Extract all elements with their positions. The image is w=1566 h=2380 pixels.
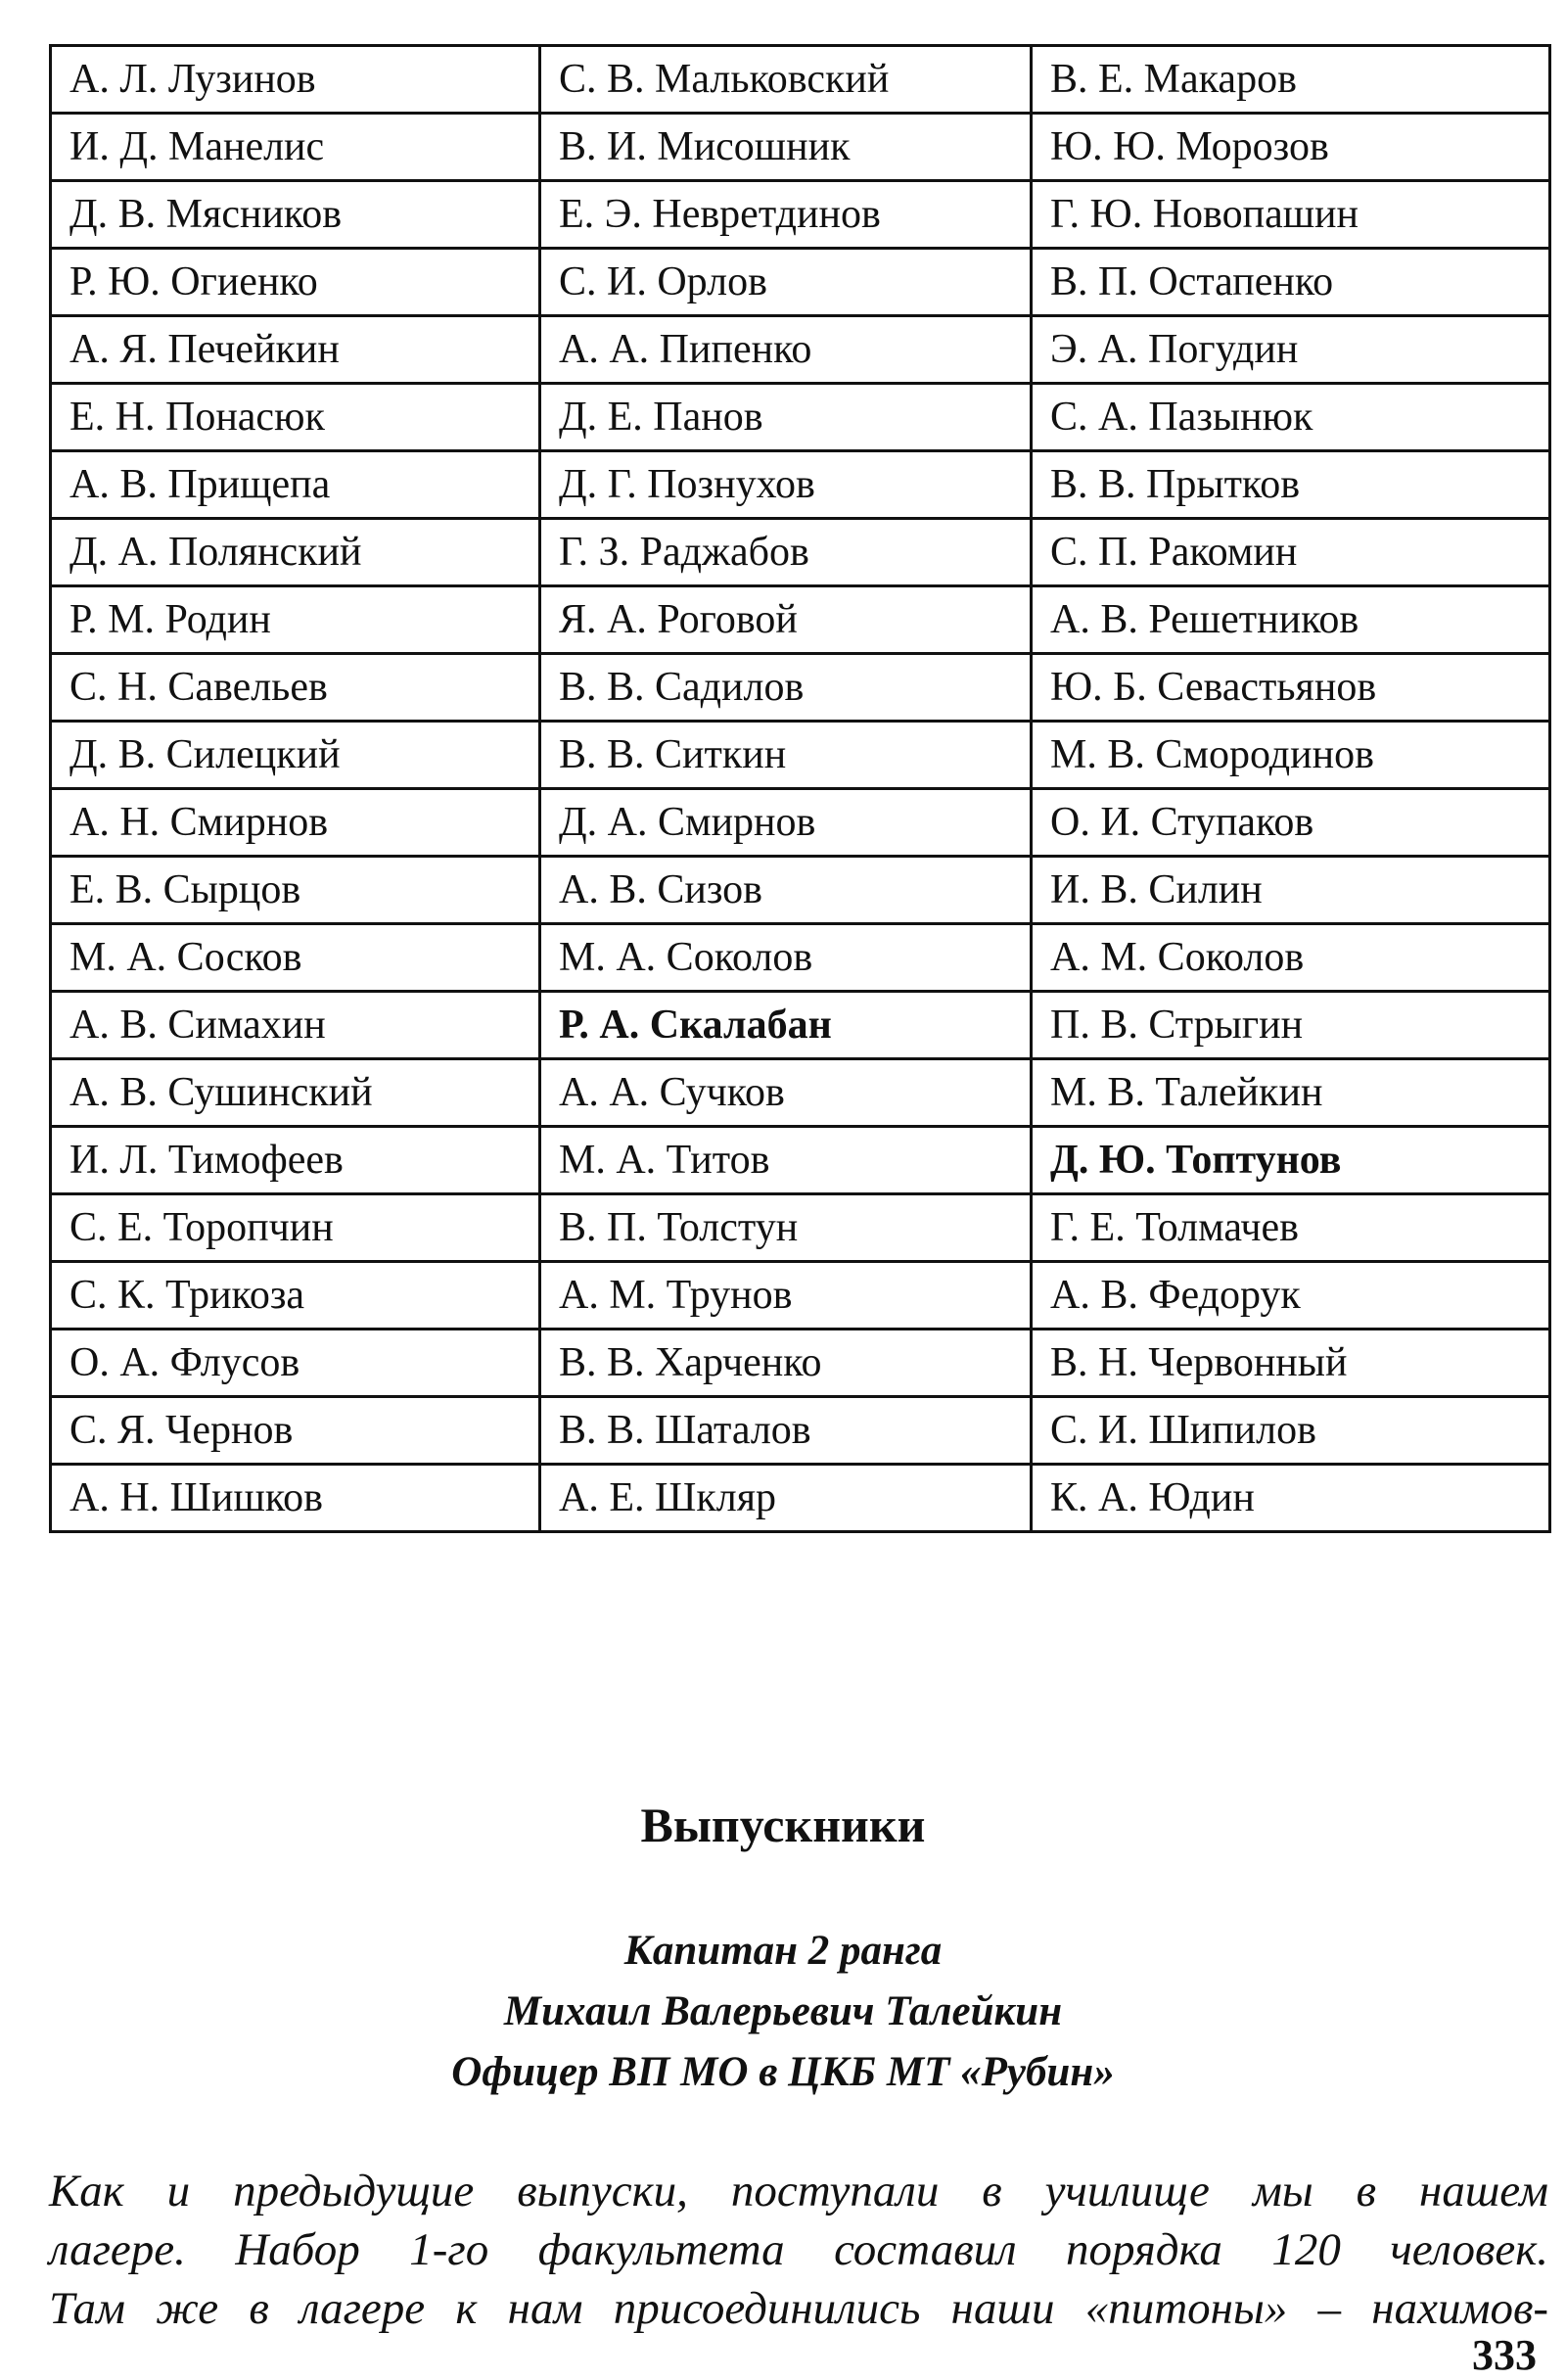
- table-cell: А. Л. Лузинов: [51, 46, 540, 114]
- table-row: [51, 1465, 1550, 1532]
- table-cell: П. В. Стрыгин: [1032, 992, 1550, 1059]
- table-row: [51, 451, 1550, 519]
- table-cell: О. А. Флусов: [51, 1330, 540, 1397]
- table-cell: В. Н. Червонный: [1032, 1330, 1550, 1397]
- table-row: [51, 924, 1550, 992]
- table-row: [51, 519, 1550, 586]
- table-cell: И. В. Силин: [1032, 857, 1550, 924]
- table-cell: А. Н. Шишков: [51, 1465, 540, 1532]
- table-cell: Р. Ю. Огиенко: [51, 249, 540, 316]
- table-row: [51, 654, 1550, 722]
- position-caption: Офицер ВП МО в ЦКБ МТ «Рубин»: [451, 2049, 1115, 2095]
- table-cell: Д. А. Полянский: [51, 519, 540, 586]
- table-cell: Ю. Б. Севастьянов: [1032, 654, 1550, 722]
- table-cell: Р. А. Скалабан: [540, 992, 1032, 1059]
- table-cell: Д. А. Смирнов: [540, 789, 1032, 857]
- table-cell: Г. З. Раджабов: [540, 519, 1032, 586]
- table-cell: Г. Ю. Новопашин: [1032, 181, 1550, 249]
- table-cell: М. В. Смородинов: [1032, 722, 1550, 789]
- table-cell: М. А. Сосков: [51, 924, 540, 992]
- table-cell: Е. В. Сырцов: [51, 857, 540, 924]
- section-title: Выпускники: [640, 1797, 926, 1852]
- table-cell: В. В. Ситкин: [540, 722, 1032, 789]
- table-row: [51, 722, 1550, 789]
- table-cell: В. Е. Макаров: [1032, 46, 1550, 114]
- table-cell: Д. Е. Панов: [540, 384, 1032, 451]
- names-table-body: [51, 46, 1550, 1532]
- table-row: [51, 1127, 1550, 1194]
- table-cell: М. А. Титов: [540, 1127, 1032, 1194]
- table-row: [51, 384, 1550, 451]
- table-row: [51, 789, 1550, 857]
- table-cell: С. И. Орлов: [540, 249, 1032, 316]
- table-cell: Ю. Ю. Морозов: [1032, 114, 1550, 181]
- table-row: [51, 1262, 1550, 1330]
- table-cell: А. В. Симахин: [51, 992, 540, 1059]
- table-cell: В. П. Толстун: [540, 1194, 1032, 1262]
- table-cell: И. Д. Манелис: [51, 114, 540, 181]
- rank-caption: Капитан 2 ранга: [623, 1928, 943, 1974]
- table-row: [51, 1330, 1550, 1397]
- body-text-line: Как и предыдущие выпуски, поступали в училище мы в нашем: [49, 2166, 1548, 2217]
- table-cell: С. А. Пазынюк: [1032, 384, 1550, 451]
- table-cell: Д. В. Мясников: [51, 181, 540, 249]
- table-cell: А. Н. Смирнов: [51, 789, 540, 857]
- table-cell: В. П. Остапенко: [1032, 249, 1550, 316]
- table-cell: К. А. Юдин: [1032, 1465, 1550, 1532]
- table-cell: С. Е. Торопчин: [51, 1194, 540, 1262]
- table-cell: Д. Г. Познухов: [540, 451, 1032, 519]
- table-cell: В. В. Прытков: [1032, 451, 1550, 519]
- table-cell: А. В. Сизов: [540, 857, 1032, 924]
- table-row: [51, 46, 1550, 114]
- body-text-line: Там же в лагере к нам присоединились наши «питоны» – нахимов-: [49, 2283, 1548, 2334]
- table-row: [51, 857, 1550, 924]
- table-cell: С. Я. Чернов: [51, 1397, 540, 1465]
- table-cell: В. И. Мисошник: [540, 114, 1032, 181]
- table-cell: Э. А. Погудин: [1032, 316, 1550, 384]
- table-cell: Е. Н. Понасюк: [51, 384, 540, 451]
- table-cell: А. В. Сушинский: [51, 1059, 540, 1127]
- table-row: [51, 249, 1550, 316]
- table-cell: В. В. Садилов: [540, 654, 1032, 722]
- names-table: [49, 44, 1551, 1533]
- table-cell: А. М. Соколов: [1032, 924, 1550, 992]
- table-cell: Р. М. Родин: [51, 586, 540, 654]
- table-row: [51, 1059, 1550, 1127]
- table-row: [51, 992, 1550, 1059]
- table-cell: А. А. Пипенко: [540, 316, 1032, 384]
- table-row: [51, 586, 1550, 654]
- table-cell: О. И. Ступаков: [1032, 789, 1550, 857]
- table-cell: В. В. Харченко: [540, 1330, 1032, 1397]
- body-text-line: лагере. Набор 1-го факультета составил порядка 120 человек.: [49, 2224, 1548, 2275]
- page-number: 333: [1472, 2331, 1537, 2379]
- table-cell: А. М. Трунов: [540, 1262, 1032, 1330]
- table-cell: А. Е. Шкляр: [540, 1465, 1032, 1532]
- table-cell: А. А. Сучков: [540, 1059, 1032, 1127]
- table-cell: Я. А. Роговой: [540, 586, 1032, 654]
- table-cell: А. Я. Печейкин: [51, 316, 540, 384]
- table-cell: В. В. Шаталов: [540, 1397, 1032, 1465]
- table-row: [51, 114, 1550, 181]
- table-cell: Д. В. Силецкий: [51, 722, 540, 789]
- table-cell: Е. Э. Невретдинов: [540, 181, 1032, 249]
- person-name-caption: Михаил Валерьевич Талейкин: [503, 1988, 1063, 2034]
- table-cell: С. П. Ракомин: [1032, 519, 1550, 586]
- table-cell: Д. Ю. Топтунов: [1032, 1127, 1550, 1194]
- table-cell: А. В. Решетников: [1032, 586, 1550, 654]
- table-row: [51, 1397, 1550, 1465]
- table-row: [51, 1194, 1550, 1262]
- table-cell: М. А. Соколов: [540, 924, 1032, 992]
- table-row: [51, 316, 1550, 384]
- table-cell: С. К. Трикоза: [51, 1262, 540, 1330]
- table-cell: С. В. Мальковский: [540, 46, 1032, 114]
- table-cell: Г. Е. Толмачев: [1032, 1194, 1550, 1262]
- table-cell: И. Л. Тимофеев: [51, 1127, 540, 1194]
- table-cell: А. В. Прищепа: [51, 451, 540, 519]
- table-cell: С. Н. Савельев: [51, 654, 540, 722]
- table-cell: М. В. Талейкин: [1032, 1059, 1550, 1127]
- table-cell: А. В. Федорук: [1032, 1262, 1550, 1330]
- table-row: [51, 181, 1550, 249]
- table-cell: С. И. Шипилов: [1032, 1397, 1550, 1465]
